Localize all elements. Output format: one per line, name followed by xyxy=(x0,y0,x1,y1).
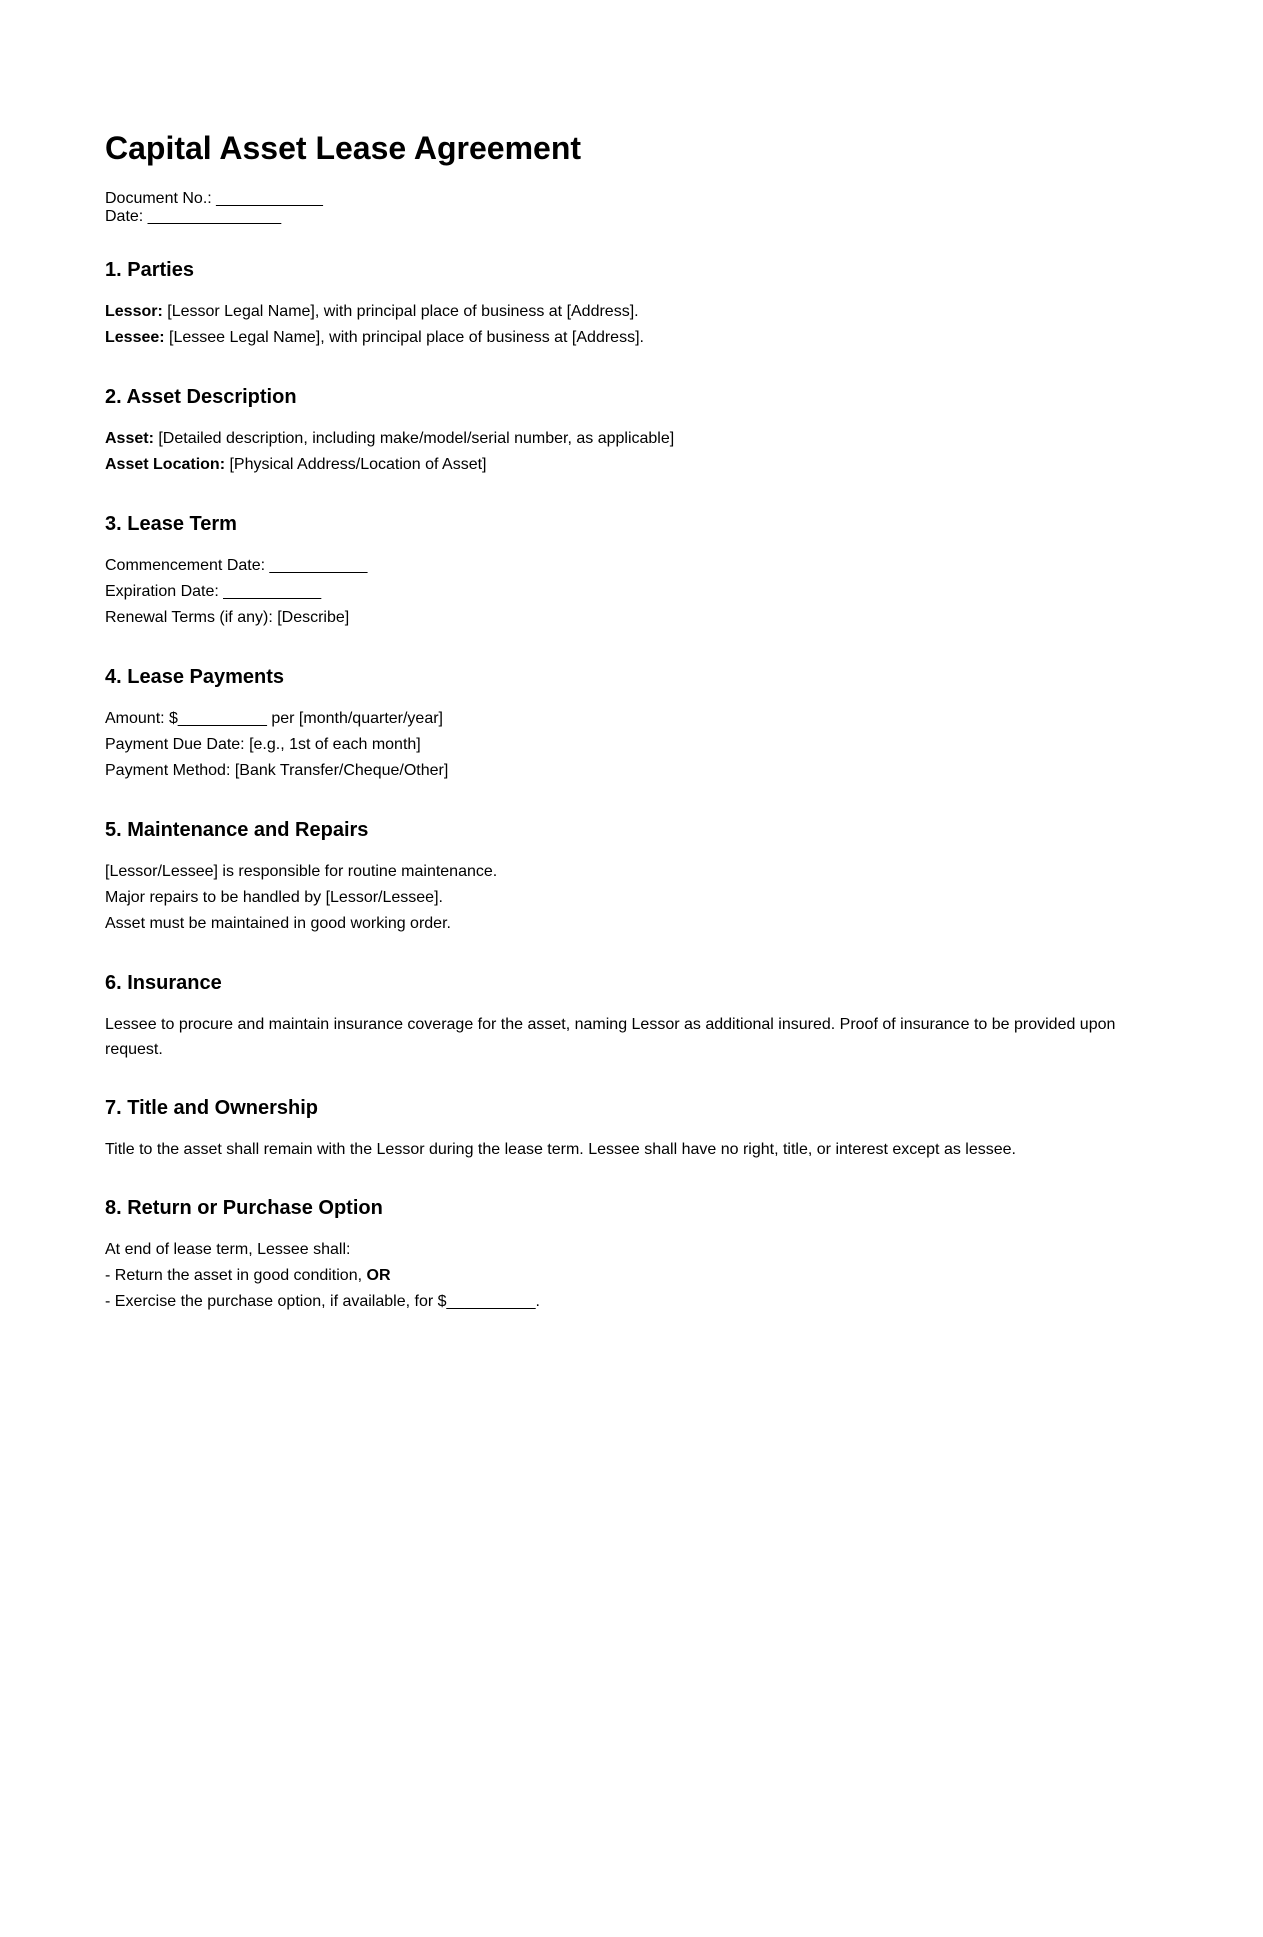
section-heading: 8. Return or Purchase Option xyxy=(105,1197,383,1219)
lessee-text: [Lessee Legal Name], with principal place of business at [Address]. xyxy=(164,329,644,346)
document-number-field: Document No.: ____________ xyxy=(105,190,323,207)
section-asset-description xyxy=(105,385,1158,478)
section-lease-payments xyxy=(105,665,1158,784)
major-repairs-line: Major repairs to be handled by [Lessor/Lessee]. xyxy=(105,889,443,906)
maintenance-line: [Lessor/Lessee] is responsible for routine maintenance. xyxy=(105,863,498,880)
asset-location-label: Asset Location: xyxy=(105,456,226,473)
section-insurance xyxy=(105,971,1158,1062)
insurance-paragraph: Lessee to procure and maintain insurance coverage for the asset, naming Lessor as additional insured. Proof of insurance to be provided upon request. xyxy=(105,1016,1116,1058)
section-lease-term xyxy=(105,512,1158,631)
purchase-option-line: - Exercise the purchase option, if available, for $__________. xyxy=(105,1293,540,1310)
renewal-terms-line: Renewal Terms (if any): [Describe] xyxy=(105,609,350,626)
section-title-ownership xyxy=(105,1096,1158,1162)
or-keyword: OR xyxy=(366,1267,391,1284)
section-heading: 6. Insurance xyxy=(105,972,222,994)
section-maintenance-repairs xyxy=(105,818,1158,937)
lessor-label: Lessor: xyxy=(105,303,163,320)
commencement-date-line: Commencement Date: ___________ xyxy=(105,557,368,574)
document-meta xyxy=(105,190,1158,226)
section-parties xyxy=(105,258,1158,351)
payment-due-date-line: Payment Due Date: [e.g., 1st of each month] xyxy=(105,736,421,753)
payment-method-line: Payment Method: [Bank Transfer/Cheque/Other] xyxy=(105,762,449,779)
lessee-label: Lessee: xyxy=(105,329,165,346)
document-date-field: Date: _______________ xyxy=(105,208,282,225)
working-order-line: Asset must be maintained in good working order. xyxy=(105,915,451,932)
amount-line: Amount: $__________ per [month/quarter/year] xyxy=(105,710,443,727)
return-option-text: - Return the asset in good condition, xyxy=(105,1267,367,1284)
asset-line xyxy=(105,426,1158,452)
asset-location-line xyxy=(105,452,1158,478)
section-heading: 5. Maintenance and Repairs xyxy=(105,819,369,841)
asset-label: Asset: xyxy=(105,430,154,447)
section-heading: 4. Lease Payments xyxy=(105,666,284,688)
title-ownership-paragraph: Title to the asset shall remain with the Lessor during the lease term. Lessee shall have no right, title, or interest except as lessee. xyxy=(105,1141,1016,1158)
document-title: Capital Asset Lease Agreement xyxy=(105,130,582,166)
section-heading: 1. Parties xyxy=(105,259,194,281)
section-heading: 2. Asset Description xyxy=(105,386,297,408)
lessor-line xyxy=(105,299,1158,325)
section-heading: 7. Title and Ownership xyxy=(105,1097,319,1119)
return-option-line xyxy=(105,1263,1158,1289)
lessee-line xyxy=(105,325,1158,351)
asset-text: [Detailed description, including make/model/serial number, as applicable] xyxy=(153,430,675,447)
end-of-term-line: At end of lease term, Lessee shall: xyxy=(105,1241,351,1258)
expiration-date-line: Expiration Date: ___________ xyxy=(105,583,322,600)
lessor-text: [Lessor Legal Name], with principal place of business at [Address]. xyxy=(162,303,639,320)
section-return-purchase xyxy=(105,1196,1158,1315)
section-heading: 3. Lease Term xyxy=(105,513,237,535)
asset-location-text: [Physical Address/Location of Asset] xyxy=(225,456,487,473)
